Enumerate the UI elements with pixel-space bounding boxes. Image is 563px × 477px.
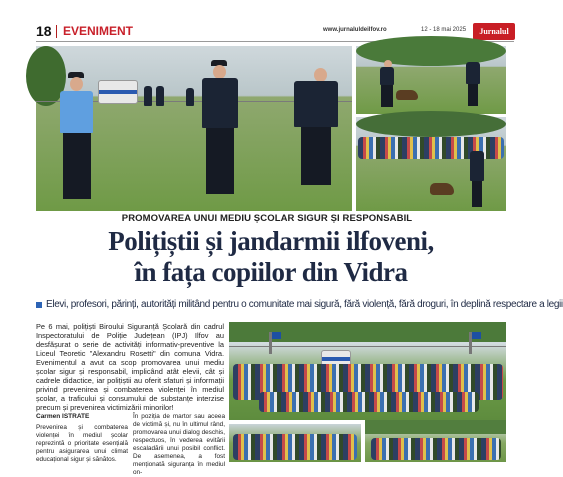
trees [356, 36, 506, 66]
flag-pole [269, 332, 272, 354]
front-row-people [259, 392, 479, 412]
issue-dates: 12 - 18 mai 2025 [421, 27, 467, 33]
article-title-line2: în fața copiilor din Vidra [134, 257, 408, 287]
article-author: Carmen ISTRATE [36, 413, 90, 420]
photo-students-bottom-left [229, 424, 361, 462]
header-divider [56, 25, 57, 38]
article-lead: Elevi, profesori, părinți, autorități militând pentru o comunitate mai sigură, fără violență, fără droguri, în deplină respectare a legii [46, 299, 563, 310]
person [186, 88, 194, 106]
trainer-legs [468, 84, 478, 106]
handler [380, 67, 394, 85]
officer-legs [63, 133, 91, 199]
handler [470, 151, 484, 181]
gendarme-uniform [294, 81, 338, 127]
page-number: 18 [36, 23, 52, 39]
article-title-line1: Polițiștii și jandarmii ilfoveni, [108, 226, 434, 256]
trees [365, 420, 506, 434]
photo-dog-training [356, 46, 506, 114]
officer-head [70, 77, 83, 91]
photo-dog-demonstration [356, 117, 506, 211]
gendarme-legs [301, 127, 331, 185]
handler-legs [381, 85, 393, 107]
photo-group-event [229, 322, 506, 420]
police-car [98, 80, 138, 104]
article-body: Pe 6 mai, polițiști Biroului Siguranță Școlară din cadrul Inspectoratului de Poliție Județean (IPJ) Ilfov au desfășurat o serie de activități informativ-preventive la Liceul Teoretic "Alexandru Rosetti" din comuna Vidra. Evenimentul a avut ca scop promovarea unui mediu școlar sigur și responsabil, implicând atât elevii, cât și cadrele didactice, iar polițiștii au oferit sfaturi și informații privind prevenirea și combaterea violenței în mediul școlar, a traficului și consumului de substanțe interzise precum și prevenirea victimizării minorilor! [36, 322, 224, 412]
students [233, 434, 357, 460]
article-column-1: Prevenirea și combaterea violenței în mediul școlar reprezintă o prioritate esențială pentru asigurarea unui climat educațional sigur și sănătos. [36, 424, 128, 463]
officer-shirt [60, 91, 93, 133]
officer-legs [206, 128, 234, 194]
article-column-2: În poziția de martor sau aceea de victimă și, nu în ultimul rând, promovarea unui dialog deschis, respectuos, în vederea evitării escaladării unui posibil conflict. De asemenea, a fost menționată siguranța în mediul on- [133, 413, 226, 476]
police-dog [396, 90, 418, 100]
person [144, 86, 152, 106]
lead-bullet-icon [36, 302, 42, 308]
officer-head [213, 65, 226, 79]
photo-police-officers [36, 46, 352, 211]
flag-pole [469, 332, 472, 354]
officer-jacket [202, 78, 238, 128]
website-link[interactable]: www.jurnaluldeilfov.ro [323, 27, 387, 33]
students [371, 438, 501, 460]
handler-legs [472, 181, 482, 207]
person [156, 86, 164, 106]
trees [356, 111, 506, 137]
newspaper-logo: Jurnalul [473, 23, 515, 40]
gendarme-head [314, 68, 327, 82]
police-dog [430, 183, 454, 195]
section-label: EVENIMENT [63, 24, 134, 38]
trainer [466, 62, 480, 84]
article-kicker: PROMOVAREA UNUI MEDIU ȘCOLAR SIGUR ȘI RESPONSABIL [121, 213, 413, 224]
photo-students-bottom-right [365, 424, 506, 462]
